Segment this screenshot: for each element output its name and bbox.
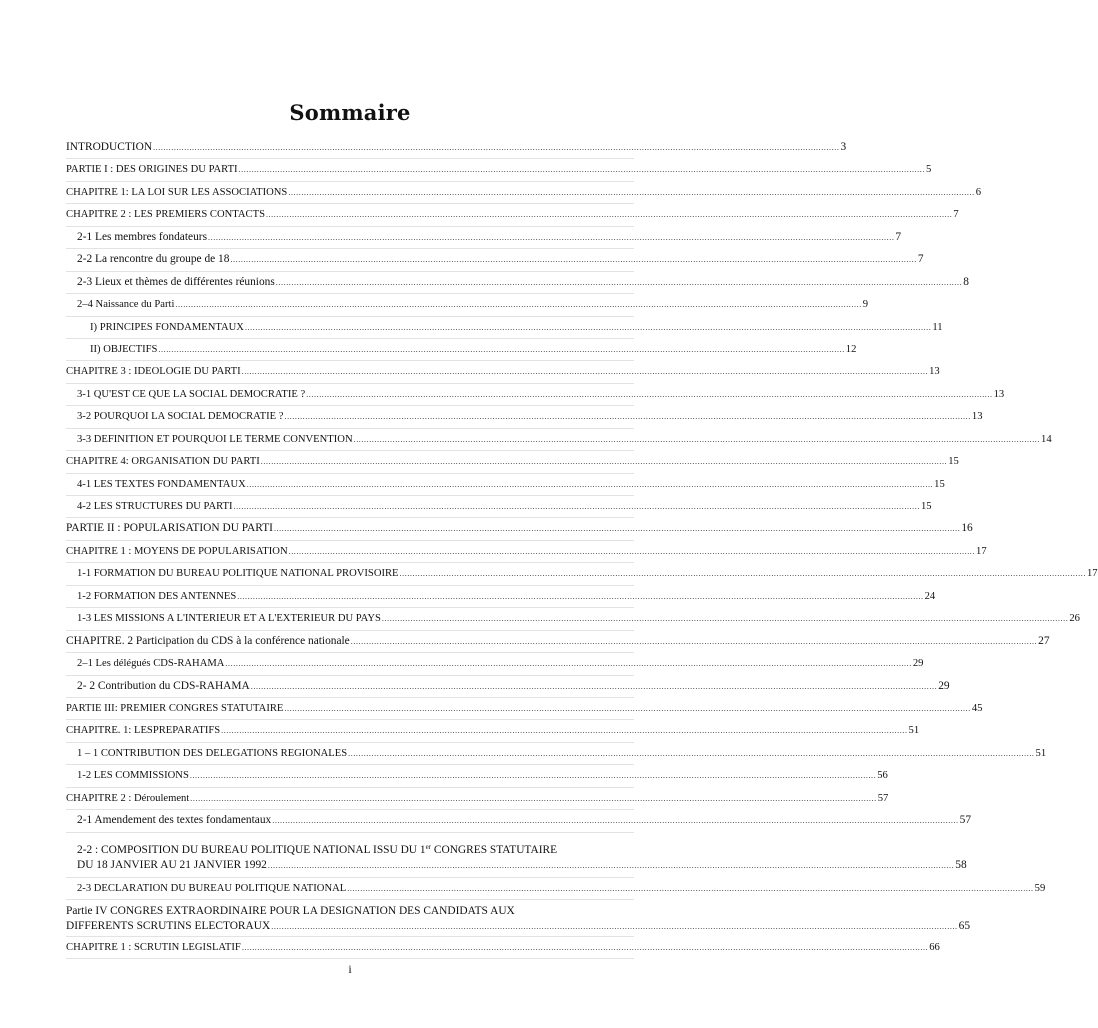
toc-entry-page: 15 <box>920 501 932 512</box>
toc-entry-label: II) OBJECTIFS <box>90 343 158 355</box>
toc-leader-dots <box>288 182 974 203</box>
toc-leader-dots <box>242 361 928 382</box>
toc-entry[interactable] <box>66 137 847 159</box>
toc-entry-page: 45 <box>971 702 983 714</box>
toc-entry-label: 2-2 La rencontre du groupe de 18 <box>77 253 230 266</box>
toc-entry-label: CHAPITRE 1 : SCRUTIN LEGISLATIF <box>66 942 241 953</box>
toc-entry-page: 65 <box>958 920 971 932</box>
toc-leader-dots <box>347 878 1033 899</box>
toc-leader-dots <box>289 541 975 562</box>
toc-leader-dots <box>354 429 1040 450</box>
toc-entry-label: PARTIE III: PREMIER CONGRES STATUTAIRE <box>66 702 284 714</box>
toc-entry-page: 26 <box>1069 613 1080 625</box>
toc-entry[interactable] <box>66 743 1047 765</box>
toc-leader-dots <box>239 159 925 180</box>
toc-leader-dots <box>382 608 1068 629</box>
toc-entry-page: 9 <box>862 299 869 311</box>
toc-entry[interactable] <box>66 586 936 608</box>
toc-entry[interactable] <box>66 227 902 249</box>
toc-leader-dots <box>261 451 947 472</box>
toc-entry-label: CHAPITRE 2 : LES PREMIERS CONTACTS <box>66 209 265 221</box>
toc-entry[interactable] <box>66 451 959 473</box>
toc-entry[interactable] <box>66 653 924 675</box>
toc-entry[interactable] <box>66 676 950 698</box>
toc-leader-dots <box>284 698 970 719</box>
toc-leader-dots <box>251 676 937 697</box>
toc-entry-page: 7 <box>895 230 902 243</box>
toc-entry[interactable] <box>66 631 1050 653</box>
toc-entry-label-line2 <box>77 858 967 873</box>
toc-entry-label: DU 18 JANVIER AU 21 JANVIER 1992 <box>77 858 267 871</box>
toc-entry-label: DIFFERENTS SCRUTINS ELECTORAUX <box>66 920 271 932</box>
toc-leader-dots <box>175 294 861 315</box>
toc-entry-page: 17 <box>1086 568 1098 580</box>
toc-entry-page: 56 <box>877 770 888 782</box>
toc-entry-label: CHAPITRE. 2 Participation du CDS à la conférence nationale <box>66 634 350 647</box>
toc-leader-dots <box>276 272 962 293</box>
toc-entry-page: 58 <box>955 858 967 871</box>
toc-entry-page: 8 <box>963 275 969 288</box>
toc-entry[interactable] <box>66 878 1046 900</box>
toc-entry-page: 59 <box>1034 882 1046 894</box>
toc-leader-dots <box>190 788 876 809</box>
toc-entry-page: 16 <box>961 522 973 535</box>
toc-entry-label: CHAPITRE 1: LA LOI SUR LES ASSOCIATIONS <box>66 186 288 198</box>
toc-entry-page: 14 <box>1041 433 1052 445</box>
toc-entry[interactable] <box>66 429 1052 451</box>
toc-entry-label: 1-3 LES MISSIONS A L'INTERIEUR ET A L'EXTERIEUR DU PAYS <box>77 613 381 625</box>
toc-leader-dots <box>153 137 839 158</box>
toc-entry[interactable] <box>66 204 959 226</box>
toc-entry-label: 2–4 Naissance du Parti <box>77 299 175 311</box>
toc-entry[interactable] <box>66 339 857 361</box>
toc-leader-dots <box>351 631 1037 652</box>
toc-entry-label: CHAPITRE 4: ORGANISATION DU PARTI <box>66 456 260 468</box>
toc-entry[interactable] <box>66 698 983 720</box>
toc-leader-dots <box>230 249 916 270</box>
toc-entry-label: PARTIE II : POPULARISATION DU PARTI <box>66 522 273 535</box>
toc-leader-dots <box>247 474 933 495</box>
toc-entry-label: 2-3 Lieux et thèmes de différentes réunions <box>77 275 275 288</box>
toc-entry[interactable] <box>66 518 973 540</box>
toc-entry-label: 4-2 LES STRUCTURES DU PARTI <box>77 501 233 512</box>
toc-leader-dots <box>272 810 958 831</box>
toc-entry[interactable] <box>66 810 972 832</box>
toc-entry-page: 15 <box>934 478 945 490</box>
toc-leader-dots <box>274 518 960 539</box>
toc-entry[interactable] <box>66 294 869 316</box>
toc-entry-label: 4-1 LES TEXTES FONDAMENTAUX <box>77 478 246 490</box>
toc-entry[interactable] <box>66 272 969 294</box>
toc-leader-dots <box>221 720 907 741</box>
toc-entry-label: 2-1 Amendement des textes fondamentaux <box>77 814 272 827</box>
toc-leader-dots <box>158 339 844 360</box>
toc-entry-page: 12 <box>845 343 857 355</box>
toc-leader-dots <box>284 406 970 427</box>
toc-entry-label: 1-2 FORMATION DES ANTENNES <box>77 590 237 602</box>
toc-entry-page: 66 <box>929 942 940 953</box>
toc-entry-label: INTRODUCTION <box>66 141 153 153</box>
toc-entry[interactable] <box>66 182 982 204</box>
toc-entry[interactable] <box>66 384 1005 406</box>
toc-leader-dots <box>237 586 923 607</box>
toc-entry-page: 13 <box>971 411 983 423</box>
toc-entry-page: 27 <box>1038 634 1050 647</box>
toc-entry-page: 7 <box>917 253 924 266</box>
toc-entry-multiline[interactable] <box>66 833 967 878</box>
toc-entry-label: CHAPITRE 3 : IDEOLOGIE DU PARTI <box>66 366 241 378</box>
toc-entry-page: 29 <box>912 658 924 670</box>
toc-entry-page: 29 <box>938 679 950 692</box>
toc-leader-dots <box>271 919 957 934</box>
toc-leader-dots <box>306 384 992 405</box>
toc-entry-label: 1-2 LES COMMISSIONS <box>77 770 189 782</box>
toc-entry-page: 13 <box>929 366 940 378</box>
toc-leader-dots <box>245 317 931 338</box>
toc-leader-dots <box>266 204 952 225</box>
toc-entry[interactable] <box>66 541 987 563</box>
toc-entry-page: 11 <box>932 321 943 333</box>
toc-entry-label: 2–1 Les délégués CDS-RAHAMA <box>77 658 225 670</box>
toc-entry[interactable] <box>66 249 924 271</box>
toc-entry[interactable] <box>66 406 983 428</box>
toc-entry-page: 5 <box>925 164 932 176</box>
toc-entry-label-line1: 2-2 : COMPOSITION DU BUREAU POLITIQUE NATIONAL ISSU DU 1er CONGRES STATUTAIRE <box>77 842 558 856</box>
toc-entry-label: 1-1 FORMATION DU BUREAU POLITIQUE NATIONAL PROVISOIRE <box>77 568 399 580</box>
toc-leader-dots <box>234 496 920 517</box>
toc-entry-page: 51 <box>1035 747 1047 759</box>
toc-entry-label: 2-1 Les membres fondateurs <box>77 230 208 243</box>
toc-entry-label: 2-3 DECLARATION DU BUREAU POLITIQUE NATIONAL <box>77 882 347 894</box>
toc-entry[interactable] <box>66 765 888 787</box>
toc-entry[interactable] <box>66 159 932 181</box>
toc-leader-dots <box>348 743 1034 764</box>
toc-entry-label: 2- 2 Contribution du CDS-RAHAMA <box>77 679 250 692</box>
toc-entry-page: 7 <box>953 209 959 221</box>
page-number: i <box>348 962 352 976</box>
toc-entry-page: 57 <box>959 814 972 827</box>
toc-leader-dots <box>225 653 911 674</box>
toc-entry-label: I) PRINCIPES FONDAMENTAUX <box>90 321 244 333</box>
toc-entry[interactable] <box>66 563 1098 585</box>
toc-entry-label-line2 <box>66 919 971 934</box>
toc-entry-label: 3-1 QU'EST CE QUE LA SOCIAL DEMOCRATIE ? <box>77 388 306 400</box>
toc-leader-dots <box>208 227 894 248</box>
toc-leader-dots <box>268 858 954 873</box>
toc-entry[interactable] <box>66 720 920 742</box>
toc-entry[interactable] <box>66 361 940 383</box>
toc-entry-label: 1 – 1 CONTRIBUTION DES DELEGATIONS REGIONALES <box>77 747 348 759</box>
toc-entry-page: 57 <box>877 792 889 804</box>
toc-entry-label: 3-2 POURQUOI LA SOCIAL DEMOCRATIE ? <box>77 411 284 423</box>
toc-entry-label: 3-3 DEFINITION ET POURQUOI LE TERME CONVENTION <box>77 433 353 445</box>
page-title: Sommaire <box>289 100 411 125</box>
toc-leader-dots <box>190 765 876 786</box>
toc-entry[interactable] <box>66 317 943 339</box>
toc-entry-page: 17 <box>976 545 987 557</box>
toc-entry-label: CHAPITRE 1 : MOYENS DE POPULARISATION <box>66 545 288 557</box>
toc-entry-label-line1: Partie IV CONGRES EXTRAORDINAIRE POUR LA DESIGNATION DES CANDIDATS AUX <box>66 905 515 917</box>
toc-entry-label: CHAPITRE. 1: LESPREPARATIFS <box>66 725 221 737</box>
toc-leader-dots <box>400 563 1086 584</box>
toc-entry-page: 51 <box>908 725 920 737</box>
toc-entry-page: 13 <box>993 388 1005 400</box>
toc-entry-label: PARTIE I : DES ORIGINES DU PARTI <box>66 164 238 176</box>
toc-entry-page: 24 <box>924 590 936 602</box>
toc-entry[interactable] <box>66 474 945 496</box>
toc-entry[interactable] <box>66 496 932 518</box>
table-of-contents <box>66 137 1098 959</box>
toc-entry[interactable] <box>66 608 1080 630</box>
toc-entry[interactable] <box>66 788 889 810</box>
toc-entry-page: 15 <box>948 456 959 468</box>
toc-entry-page: 6 <box>975 186 982 198</box>
toc-entry-label: CHAPITRE 2 : Déroulement <box>66 792 190 804</box>
toc-entry-multiline[interactable] <box>66 900 971 937</box>
toc-entry-page: 3 <box>840 141 847 153</box>
toc-leader-dots <box>242 937 928 958</box>
superscript: er <box>425 842 432 851</box>
toc-entry[interactable] <box>66 937 940 959</box>
